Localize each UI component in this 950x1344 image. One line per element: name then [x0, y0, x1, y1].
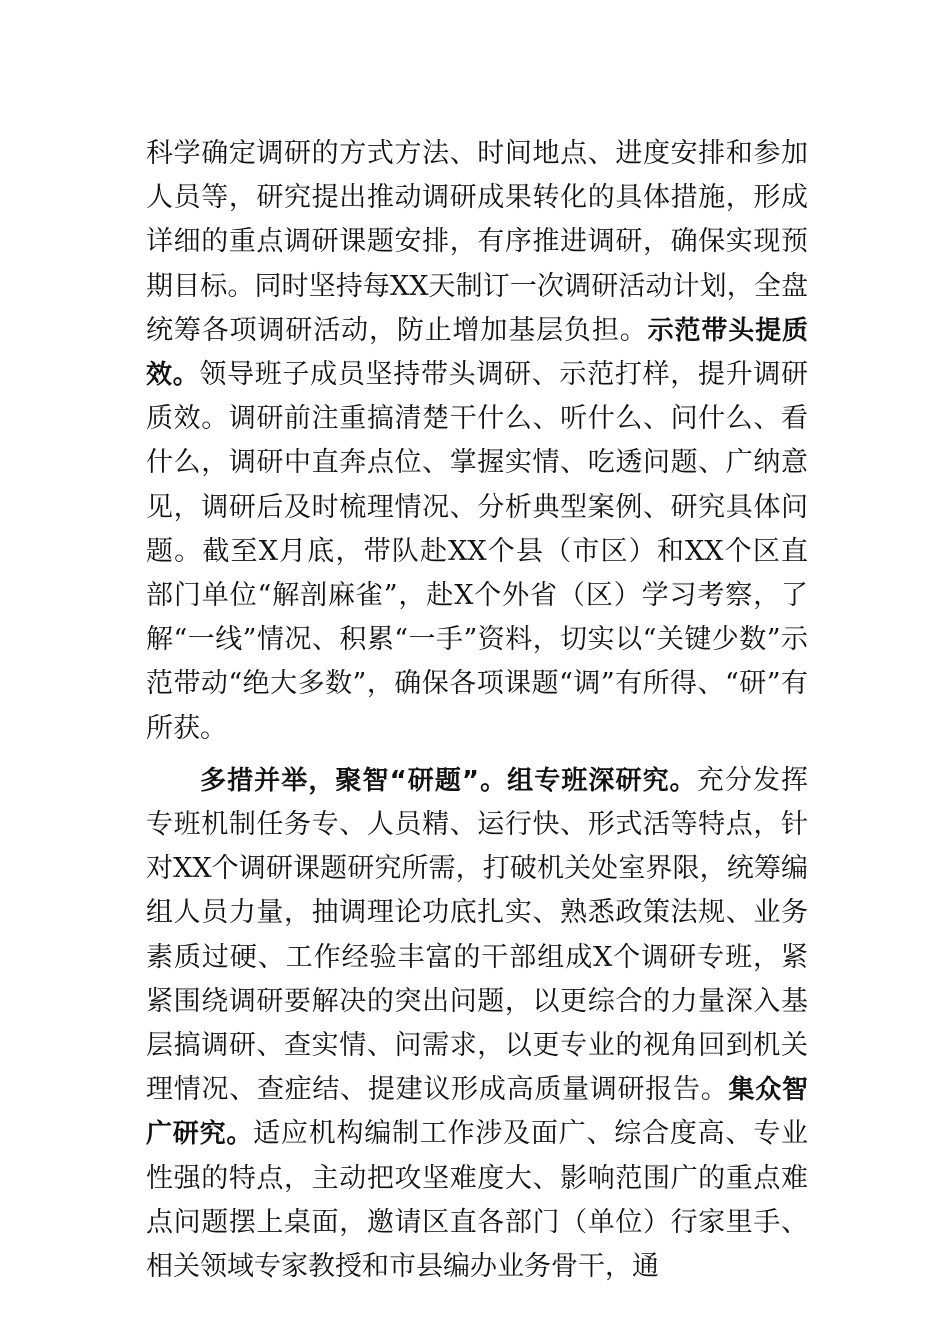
paragraph-special-team-text: 充分发挥专班机制任务专、人员精、运行快、形式活等特点，针对XX个调研课题研究所需，打破机关处室界限，统筹编组人员力量，抽调理论功底扎实、熟悉政策法规、业务素质过硬、工作经验丰富的干部组成X个调研专班，紧紧围绕调研要解决的突出问题，以更综合的力量深入基层搞调研、查实情、问需求，以更专业的视角回到机关理情况、查症结、提建议形成高质量调研报告。 [146, 764, 808, 1106]
paragraph-planning-text: 科学确定调研的方式方法、时间地点、进度安排和参加人员等，研究提出推动调研成果转化的具体措施，形成详细的重点调研课题安排，有序推进调研，确保实现预期目标。同时坚持每XX天制订一次调研活动计划，全盘统筹各项调研活动，防止增加基层负担。 [146, 138, 808, 346]
paragraph-collective-wisdom-text: 适应机构编制工作涉及面广、综合度高、专业性强的特点，主动把攻坚难度大、影响范围广的重点难点问题摆上桌面，邀请区直各部门（单位）行家里手、相关领域专家教授和市县编办业务骨干，通 [146, 1118, 808, 1283]
section-heading-demonstration: 示范带头提质效。 [146, 315, 808, 391]
document-body [146, 132, 808, 1289]
paragraph-planning [146, 132, 808, 751]
paragraph-multiple-measures [146, 759, 808, 1289]
section-heading-multiple-measures: 多措并举，聚智“研题”。组专班深研究。 [200, 765, 697, 796]
paragraph-demonstration-text: 领导班子成员坚持带头调研、示范打样，提升调研质效。调研前注重搞清楚干什么、听什么、问什么、看什么，调研中直奔点位、掌握实情、吃透问题、广纳意见，调研后及时梳理情况、分析典型案例、研究具体问题。截至X月底，带队赴XX个县（市区）和XX个区直部门单位“解剖麻雀”，赴X个外省（区）学习考察，了解“一线”情况、积累“一手”资料，切实以“关键少数”示范带动“绝大多数”，确保各项课题“调”有所得、“研”有所获。 [146, 359, 808, 744]
section-heading-collective-wisdom: 集众智广研究。 [146, 1075, 808, 1150]
